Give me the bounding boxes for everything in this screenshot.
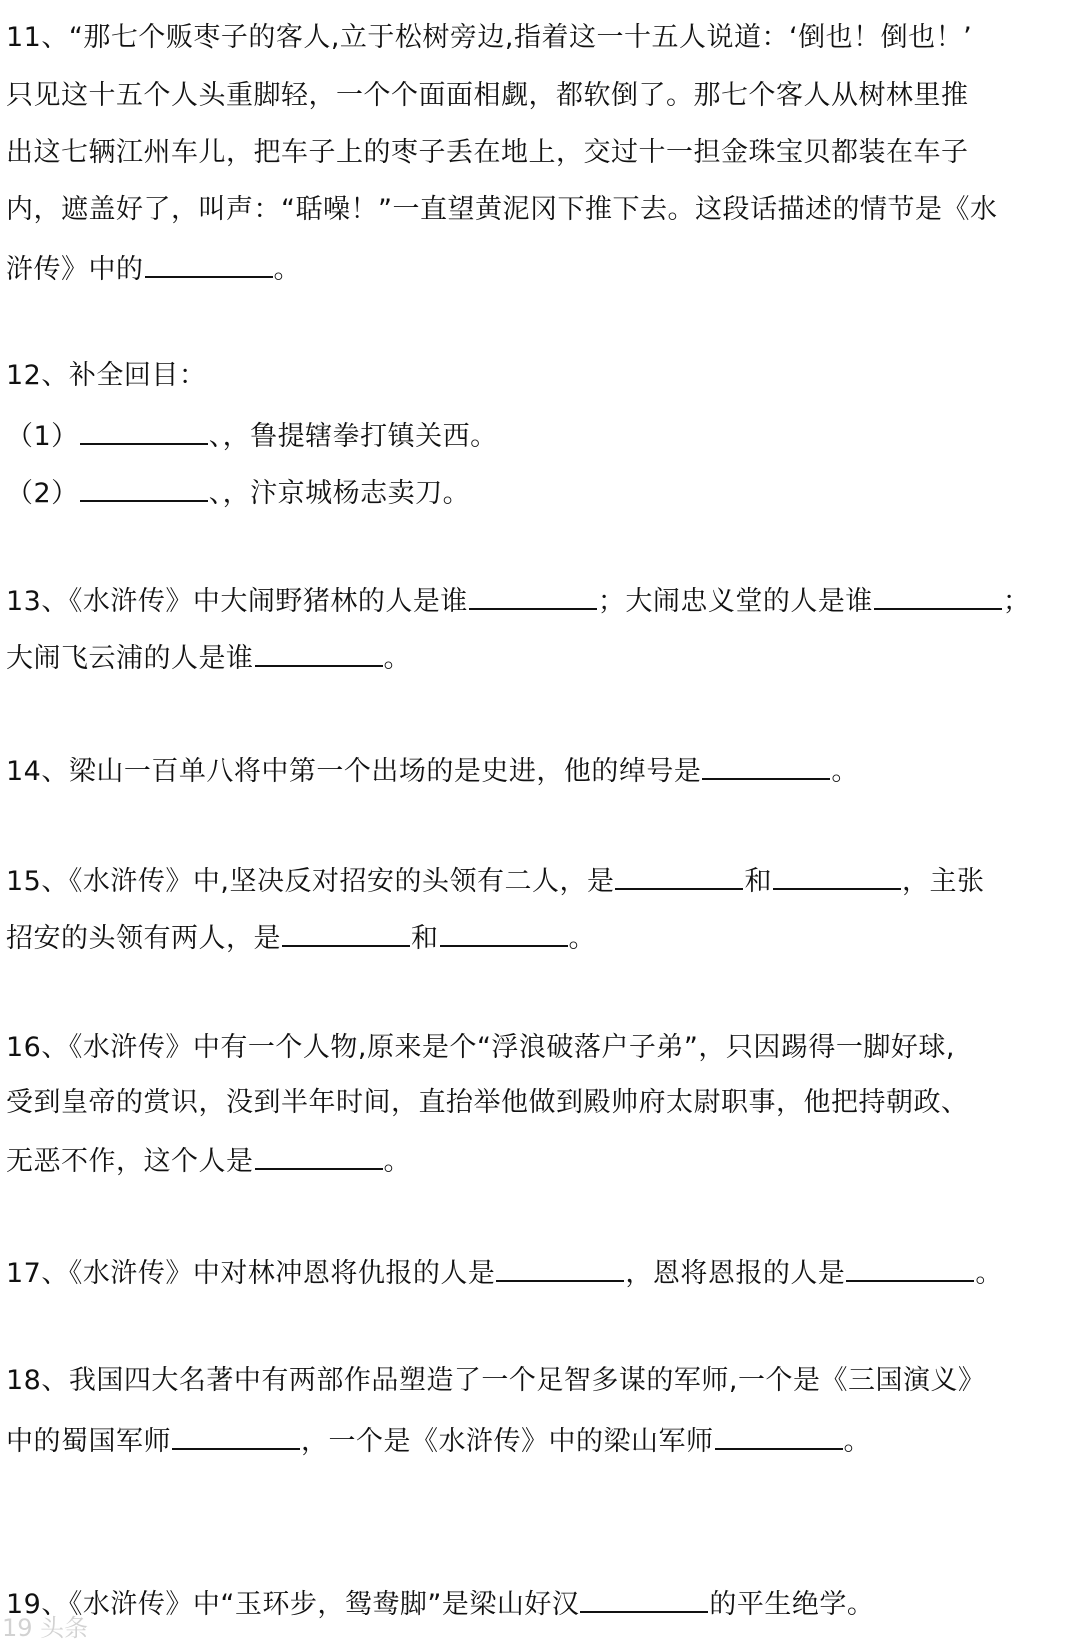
q15-text-6: 。: [568, 923, 596, 954]
q13-text-2: ；大闹忠义堂的人是谁: [597, 586, 873, 617]
q15-text-5: 和: [411, 923, 439, 954]
q15-text-2: 和: [744, 866, 772, 897]
q19-text-1: 19、《水浒传》中“玉环步，鸳鸯脚”是梁山好汉: [6, 1589, 580, 1620]
watermark: 19 头条: [2, 1614, 89, 1642]
q17-blank-1[interactable]: [496, 1252, 624, 1282]
q11-line-3: 出这七辆江州车儿，把车子上的枣子丢在地上，交过十一担金珠宝贝都装在车子: [6, 137, 969, 168]
q11-line-4: 内，遮盖好了，叫声：“聒噪！”一直望黄泥冈下推下去。这段话描述的情节是《水: [6, 194, 998, 225]
q16-text-1: 无恶不作，这个人是: [6, 1146, 254, 1177]
q15-blank-4[interactable]: [440, 917, 568, 947]
q18-text-3: 。: [843, 1426, 871, 1457]
q12-item-2-blank[interactable]: [80, 472, 208, 502]
q18-line-2: [6, 1420, 871, 1460]
q12-item-1-blank[interactable]: [80, 415, 208, 445]
q14-text-2: 。: [831, 756, 859, 787]
q13-text-4: 大闹飞云浦的人是谁: [6, 643, 254, 674]
q16-blank[interactable]: [255, 1140, 383, 1170]
q13-blank-2[interactable]: [874, 580, 1002, 610]
q17-text-2: ，恩将恩报的人是: [625, 1258, 846, 1289]
q13-blank-1[interactable]: [469, 580, 597, 610]
q15-text-3: ，主张: [901, 866, 985, 897]
q18-text-2: ，一个是《水浒传》中的梁山军师: [301, 1426, 714, 1457]
q13-blank-3[interactable]: [255, 637, 383, 667]
q18-blank-1[interactable]: [172, 1420, 300, 1450]
q16-line-1: 16、《水浒传》中有一个人物,原来是个“浮浪破落户子弟”，只因踢得一脚好球,: [6, 1032, 955, 1063]
q12-item-2-number: （2）: [6, 478, 79, 509]
q12-item-1-text: 、，鲁提辖拳打镇关西。: [208, 421, 498, 452]
q17-line: [6, 1252, 1003, 1292]
q15-blank-2[interactable]: [773, 860, 901, 890]
q19-line: [6, 1583, 874, 1623]
q14-line: [6, 750, 859, 790]
q11-line-2: 只见这十五个人头重脚轻，一个个面面相觑，都软倒了。那七个客人从树林里推: [6, 80, 969, 111]
q16-line-2: 受到皇帝的赏识，没到半年时间，直抬举他做到殿帅府太尉职事，他把持朝政、: [6, 1087, 969, 1118]
q13-line-2: [6, 637, 411, 677]
q11-text-before-blank: 浒传》中的: [6, 254, 144, 285]
q13-line-1: [6, 580, 1030, 620]
q15-text-4: 招安的头领有两人，是: [6, 923, 281, 954]
q12-title: 12、补全回目：: [6, 360, 207, 391]
q11-line-1: 11、“那七个贩枣子的客人,立于松树旁边,指着这一十五人说道：‘倒也！倒也！’: [6, 22, 973, 53]
q12-item-1-number: （1）: [6, 421, 79, 452]
q12-item-1: [6, 415, 498, 455]
q17-text-1: 17、《水浒传》中对林冲恩将仇报的人是: [6, 1258, 496, 1289]
q16-line-3: [6, 1140, 411, 1180]
q11-line-5: [6, 248, 301, 288]
q15-text-1: 15、《水浒传》中,坚决反对招安的头领有二人，是: [6, 866, 615, 897]
q17-text-3: 。: [975, 1258, 1003, 1289]
q14-blank[interactable]: [702, 750, 830, 780]
q11-answer-blank[interactable]: [145, 248, 273, 278]
q18-line-1: 18、我国四大名著中有两部作品塑造了一个足智多谋的军师,一个是《三国演义》: [6, 1365, 986, 1396]
q15-line-2: [6, 917, 596, 957]
q11-text-after-blank: 。: [273, 254, 301, 285]
q17-blank-2[interactable]: [846, 1252, 974, 1282]
q12-item-2-text: 、，汴京城杨志卖刀。: [208, 478, 471, 509]
q13-text-3: ；: [1002, 586, 1031, 617]
q12-item-2: [6, 472, 470, 512]
q18-blank-2[interactable]: [715, 1420, 843, 1450]
q13-text-5: 。: [383, 643, 411, 674]
q15-line-1: [6, 860, 984, 900]
q19-blank[interactable]: [580, 1583, 708, 1613]
q13-text-1: 13、《水浒传》中大闹野猪林的人是谁: [6, 586, 468, 617]
q15-blank-3[interactable]: [282, 917, 410, 947]
q18-text-1: 中的蜀国军师: [6, 1426, 171, 1457]
q15-blank-1[interactable]: [615, 860, 743, 890]
q16-text-2: 。: [383, 1146, 411, 1177]
q19-text-2: 的平生绝学。: [709, 1589, 875, 1620]
q14-text-1: 14、梁山一百单八将中第一个出场的是史进，他的绰号是: [6, 756, 702, 787]
